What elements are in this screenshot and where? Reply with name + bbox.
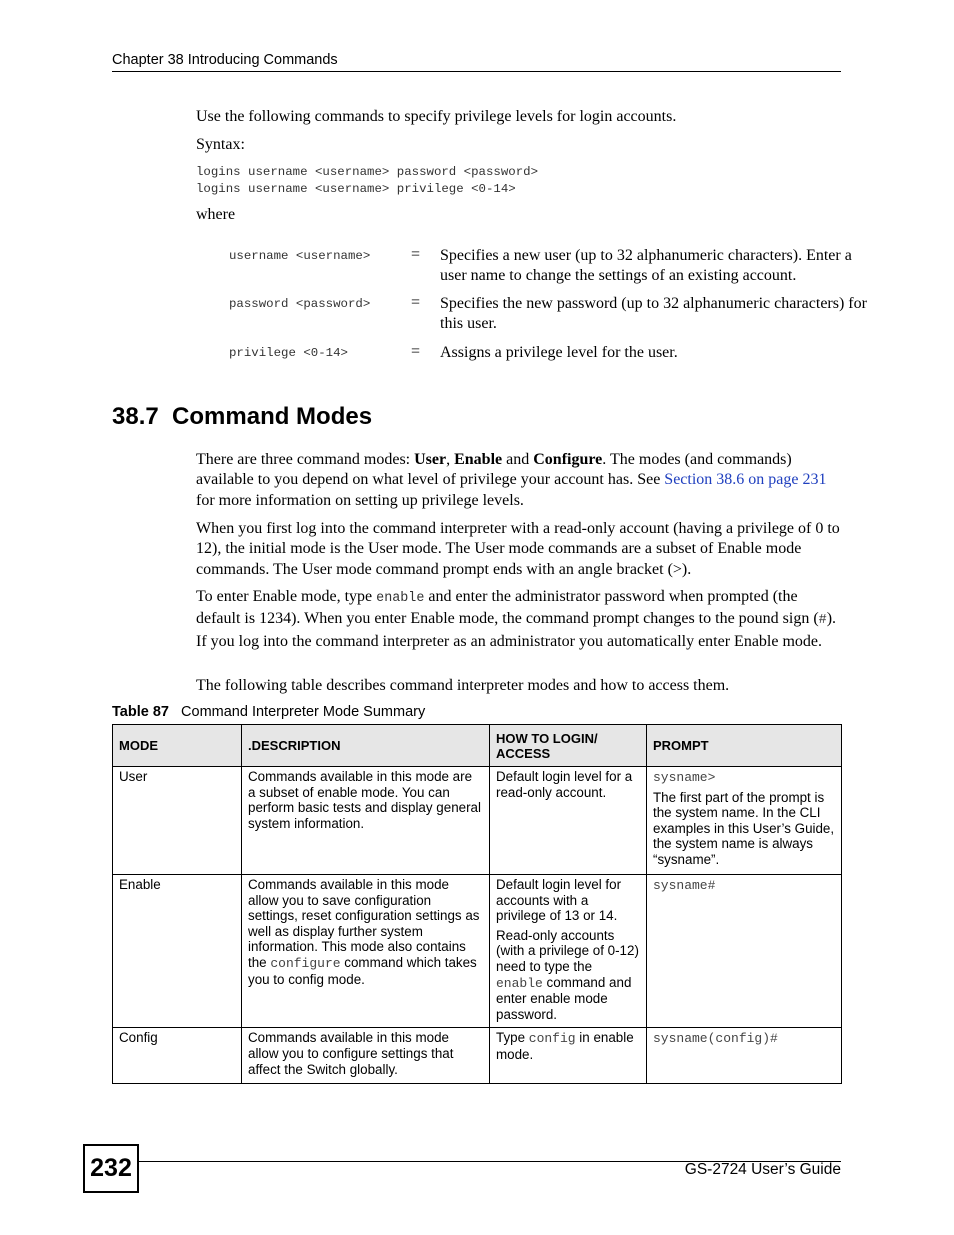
command-modes-paragraph — [196, 450, 844, 511]
cell-prompt — [647, 875, 842, 1028]
text-run: ). If you log into the command interpreter as an administrator you automatically enter Enable mode. — [196, 610, 837, 650]
syntax-code-line-2: logins username <username> privilege <0-14> — [196, 182, 516, 196]
table-row — [113, 767, 842, 875]
running-header: Chapter 38 Introducing Commands — [112, 52, 338, 68]
text-run: and — [502, 451, 534, 468]
table-caption-title: Command Interpreter Mode Summary — [181, 704, 426, 720]
inline-code: # — [818, 613, 827, 629]
definition-description: Specifies a new user (up to 32 alphanumeric characters). Enter a user name to change the settings of an existing account. — [440, 247, 852, 285]
table-intro-paragraph: The following table describes command interpreter modes and how to access them. — [196, 677, 730, 694]
definition-equals: = — [411, 294, 421, 311]
text-run: in enable mode. — [496, 1030, 634, 1062]
inline-code: enable — [496, 975, 543, 991]
text-run: To enter Enable mode, type — [196, 588, 377, 605]
cell-prompt — [647, 767, 842, 875]
text-run: Commands available in this mode allow you to save configuration settings, reset configuration settings as well as display further system information. This mode also contains the — [248, 877, 480, 970]
cell-mode: Enable — [113, 875, 242, 1028]
footer-guide-title: GS-2724 User’s Guide — [684, 1161, 841, 1178]
syntax-code-line-1: logins username <username> password <password> — [196, 165, 539, 179]
definition-term: username <username> — [229, 249, 371, 263]
text-run: for more information on setting up privilege levels. — [196, 491, 524, 509]
definition-description: Assigns a privilege level for the user. — [440, 344, 678, 361]
text-run: There are three command modes: — [196, 451, 415, 468]
definition-term: privilege <0-14> — [229, 346, 348, 360]
cell-description: Commands available in this mode are a subset of enable mode. You can perform basic tests and display general system information. — [242, 767, 490, 875]
cell-mode: User — [113, 767, 242, 875]
inline-code: config — [528, 1031, 576, 1047]
where-label: where — [196, 206, 236, 223]
table-caption-label: Table 87 — [112, 704, 169, 720]
text-run: command and enter enable mode password. — [496, 974, 632, 1022]
cell-prompt — [647, 1028, 842, 1084]
column-header-prompt: PROMPT — [647, 725, 842, 767]
table-caption — [112, 704, 425, 720]
table-header-row — [113, 725, 842, 767]
text-run: and enter the administrator password when prompted (the default is 1234). When you enter Enable mode, the command prompt changes to the pound sign ( — [196, 588, 819, 628]
cell-mode: Config — [113, 1028, 242, 1084]
table-row — [113, 1028, 842, 1084]
intro-paragraph: Use the following commands to specify privilege levels for login accounts. — [196, 108, 677, 125]
cell-description: Commands available in this mode allow you to configure settings that affect the Switch globally. — [242, 1028, 490, 1084]
prompt-code: sysname> — [653, 770, 716, 785]
syntax-label: Syntax: — [196, 136, 245, 153]
inline-code: configure — [270, 955, 341, 971]
inline-code: enable — [376, 591, 425, 606]
section-link[interactable]: Section 38.6 on page 231 — [664, 471, 827, 489]
text-run: , — [446, 451, 455, 468]
user-mode-paragraph: When you first log into the command interpreter with a read-only account (having a privilege of 0 to 12), the initial mode is the User mode. The User mode commands are a subset of Enable mode commands. The User mode command prompt ends with an angle bracket (>). — [196, 520, 840, 578]
column-header-access: HOW TO LOGIN/ ACCESS — [490, 725, 647, 767]
access-note — [496, 928, 640, 1023]
prompt-code: sysname(config)# — [653, 1031, 778, 1047]
definition-equals: = — [411, 246, 421, 263]
column-header-mode: MODE — [113, 725, 242, 767]
header-divider — [112, 71, 841, 72]
access-note: Default login level for accounts with a privilege of 13 or 14. — [496, 877, 622, 924]
prompt-code: sysname# — [653, 878, 716, 893]
cell-description — [242, 875, 490, 1028]
definition-term: password <password> — [229, 297, 371, 311]
section-heading: 38.7 Command Modes — [112, 403, 373, 430]
text-run: Read-only accounts (with a privilege of 0-12) need to type the — [496, 927, 639, 974]
cell-access — [490, 875, 647, 1028]
mode-summary-table — [112, 724, 842, 1084]
prompt-note: The first part of the prompt is the system name. In the CLI examples in this User’s Guide, the system name is always “sysname”. — [653, 789, 835, 867]
text-run: Type — [496, 1030, 529, 1046]
mode-enable-bold: Enable — [454, 451, 503, 468]
enable-mode-paragraph — [196, 587, 844, 652]
cell-access: Default login level for a read-only account. — [490, 767, 647, 875]
cell-access — [490, 1028, 647, 1084]
text-run: command which takes you to config mode. — [248, 954, 477, 987]
definition-equals: = — [411, 343, 421, 360]
page-number: 232 — [83, 1144, 139, 1193]
definition-description: Specifies the new password (up to 32 alphanumeric characters) for this user. — [440, 295, 867, 333]
table-row — [113, 875, 842, 1028]
mode-user-bold: User — [414, 451, 447, 468]
text-run: . The modes (and commands) available to you depend on what level of privilege your account has. See — [196, 451, 792, 489]
mode-configure-bold: Configure — [533, 451, 603, 468]
column-header-description: .DESCRIPTION — [242, 725, 490, 767]
